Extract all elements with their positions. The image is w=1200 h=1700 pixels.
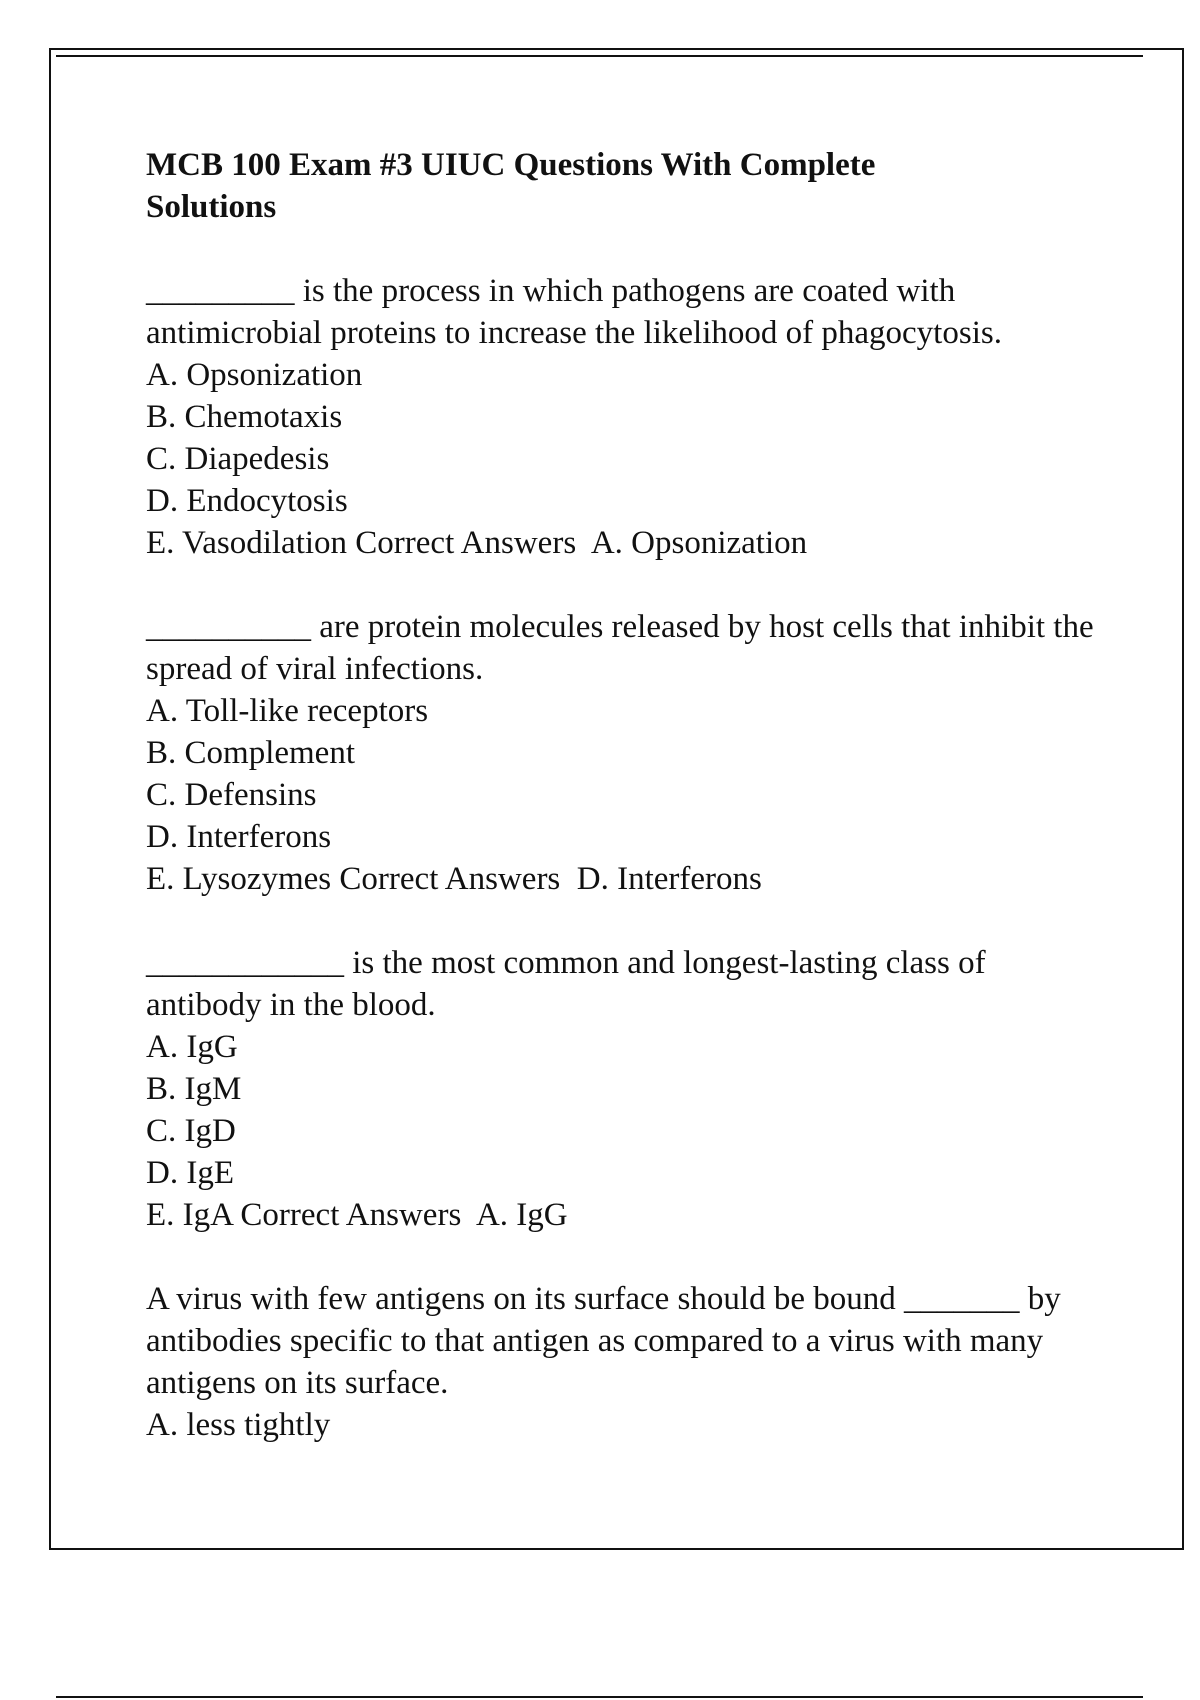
option-a: A. Toll-like receptors bbox=[146, 693, 429, 729]
option-c: C. IgD bbox=[146, 1113, 236, 1149]
document-body bbox=[146, 144, 1106, 1488]
question-stem bbox=[146, 606, 1106, 690]
fill-blank: _______ bbox=[903, 1281, 1020, 1317]
option-c: C. Defensins bbox=[146, 777, 317, 813]
fill-blank: __________ bbox=[146, 609, 311, 645]
question-3 bbox=[146, 942, 1106, 1236]
fill-blank: ____________ bbox=[146, 945, 344, 981]
stem-text: are protein molecules released by host cells that inhibit the spread of viral infections. bbox=[146, 609, 1094, 687]
option-e-with-answer bbox=[146, 858, 1106, 900]
option-d: D. Interferons bbox=[146, 819, 332, 855]
option-d: D. IgE bbox=[146, 1155, 234, 1191]
option-e: E. Lysozymes bbox=[146, 861, 332, 897]
option-d: D. Endocytosis bbox=[146, 483, 348, 519]
stem-text: is the most common and longest-lasting class of antibody in the blood. bbox=[146, 945, 986, 1023]
stem-text: is the process in which pathogens are coated with antimicrobial proteins to increase the likelihood of phagocytosis. bbox=[146, 273, 1002, 351]
option-b: B. Chemotaxis bbox=[146, 399, 343, 435]
question-stem bbox=[146, 942, 1106, 1026]
correct-answer: D. Interferons bbox=[576, 861, 762, 897]
option-a: A. IgG bbox=[146, 1029, 238, 1065]
option-e: E. IgA bbox=[146, 1197, 233, 1233]
bottom-rule bbox=[56, 1696, 1143, 1698]
fill-blank: _________ bbox=[146, 273, 295, 309]
option-e-with-answer bbox=[146, 1194, 1106, 1236]
correct-answers-label: Correct Answers bbox=[331, 861, 577, 897]
correct-answers-label: Correct Answers bbox=[347, 525, 591, 561]
correct-answer: A. Opsonization bbox=[590, 525, 808, 561]
question-1 bbox=[146, 270, 1106, 564]
correct-answer: A. IgG bbox=[475, 1197, 568, 1233]
option-a: A. Opsonization bbox=[146, 357, 363, 393]
question-4 bbox=[146, 1278, 1106, 1446]
option-e: E. Vasodilation bbox=[146, 525, 348, 561]
question-stem bbox=[146, 1278, 1106, 1404]
option-b: B. Complement bbox=[146, 735, 355, 771]
top-rule bbox=[56, 55, 1143, 57]
question-stem bbox=[146, 270, 1106, 354]
stem-text-part1: A virus with few antigens on its surface should be bound bbox=[146, 1281, 904, 1317]
stem-text-part2: by antibodies specific to that antigen as compared to a virus with many antigens on its surface. bbox=[146, 1281, 1061, 1401]
correct-answers-label: Correct Answers bbox=[232, 1197, 476, 1233]
document-title: MCB 100 Exam #3 UIUC Questions With Complete Solutions bbox=[146, 147, 876, 225]
option-a: A. less tightly bbox=[146, 1407, 331, 1443]
option-c: C. Diapedesis bbox=[146, 441, 330, 477]
question-2 bbox=[146, 606, 1106, 900]
option-e-with-answer bbox=[146, 522, 1106, 564]
option-b: B. IgM bbox=[146, 1071, 242, 1107]
